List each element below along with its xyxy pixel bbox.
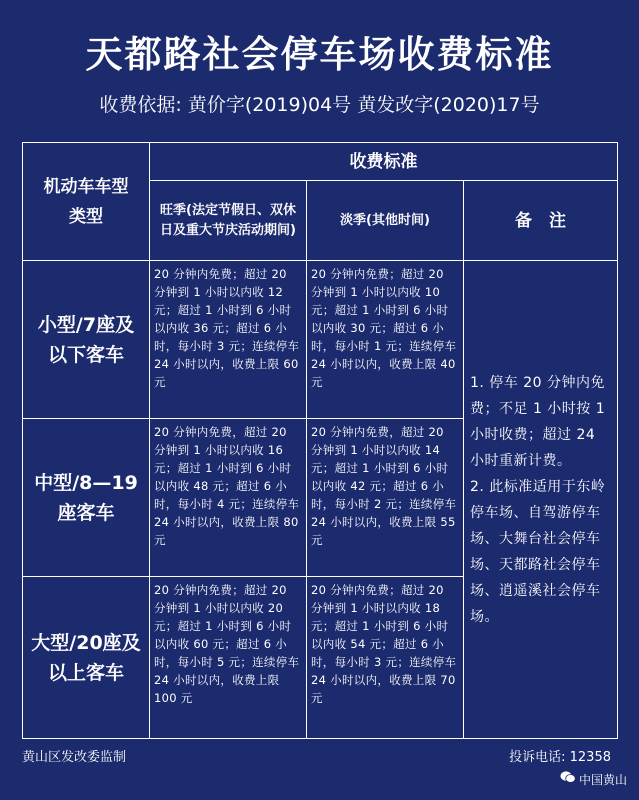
fee-standard-header: 收费标准 [150,143,618,181]
peak-fee-small: 20 分钟内免费；超过 20 分钟到 1 小时以内收 12 元；超过 1 小时到 6 小时以内收 36 元；超过 6 小时，每小时 3 元；连续停车 24 小时以内，收费上限 60 元 [150,261,307,419]
offpeak-season-header: 淡季(其他时间) [307,181,464,261]
remark-item-2: 2. 此标准适用于东岭停车场、自驾游停车场、大舞台社会停车场、天都路社会停车场、逍遥溪社会停车场。 [470,478,606,625]
wechat-icon [560,770,576,789]
remark-text [464,261,618,739]
page-title: 天都路社会停车场收费标准 [85,33,554,76]
offpeak-fee-small: 20 分钟内免费；超过 20 分钟到 1 小时以内收 10 元；超过 1 小时到 6 小时以内收 30 元；超过 6 小时，每小时 1 元；连续停车 24 小时以内，收费上限 40 元 [307,261,464,419]
offpeak-fee-large: 20 分钟内免费；超过 20 分钟到 1 小时以内收 18 元；超过 1 小时到 6 小时以内收 54 元；超过 6 小时，每小时 3 元；连续停车 24 小时以内，收费上限 70 元 [307,577,464,739]
offpeak-fee-medium: 20 分钟内免费，超过 20 分钟到 1 小时以内收 14 元；超过 1 小时到 6 小时以内收 42 元；超过 6 小时，每小时 2 元；连续停车 24 小时以内，收费上限 55 元 [307,419,464,577]
remark-item-1: 1. 停车 20 分钟内免费；不足 1 小时按 1 小时收费；超过 24 小时重新计费。 [470,374,606,469]
vehicle-type-header: 机动车车型类型 [23,143,150,261]
fee-basis: 收费依据: 黄价字(2019)04号 黄发改字(2020)17号 [99,94,540,116]
vehicle-type-large: 大型/20座及以上客车 [23,577,150,739]
complaint-hotline: 投诉电话: 12358 [509,750,611,765]
vehicle-type-small: 小型/7座及以下客车 [23,261,150,419]
remark-header: 备 注 [464,181,618,261]
account-logo [560,770,627,789]
logo-text: 中国黄山 [578,772,627,787]
peak-fee-medium: 20 分钟内免费，超过 20 分钟到 1 小时以内收 16 元；超过 1 小时到 6 小时以内收 48 元；超过 6 小时，每小时 4 元；连续停车 24 小时以内，收费上限 80 元 [150,419,307,577]
vehicle-type-medium: 中型/8—19座客车 [23,419,150,577]
peak-season-header: 旺季(法定节假日、双休日及重大节庆活动期间) [150,181,307,261]
peak-fee-large: 20 分钟内免费；超过 20 分钟到 1 小时以内收 20 元；超过 1 小时到 6 小时以内收 60 元；超过 6 小时，每小时 5 元；连续停车 24 小时以内，收费上限 100 元 [150,577,307,739]
table-row [23,261,618,419]
fee-table [22,142,618,739]
supervisor-note: 黄山区发改委监制 [22,750,127,765]
